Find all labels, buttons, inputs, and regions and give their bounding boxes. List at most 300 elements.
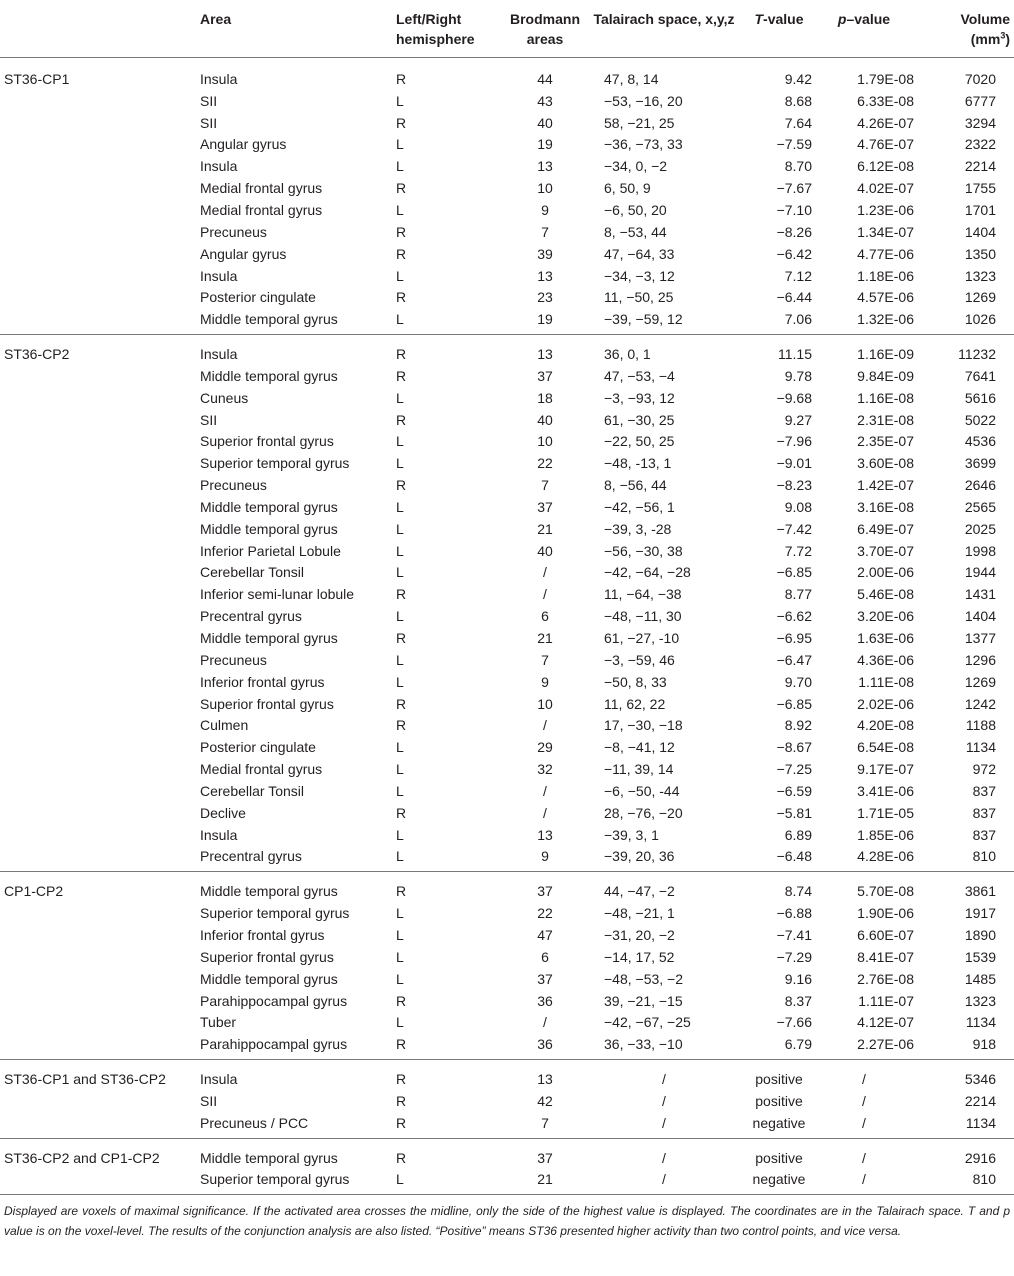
- cell-t-value: −7.29: [776, 948, 812, 965]
- table-row: [0, 308, 1014, 330]
- group-label-empty: [0, 780, 200, 802]
- cell-area: Middle temporal gyrus: [200, 367, 338, 384]
- cell-brodmann: /: [543, 717, 547, 734]
- cell-p-value: 3.70E-07: [857, 542, 914, 559]
- table-row: [0, 1011, 1014, 1033]
- cell-talairach: 44, −47, −2: [604, 883, 675, 900]
- table-row: [0, 155, 1014, 177]
- cell-t-value: positive: [755, 1092, 803, 1109]
- cell-volume: 5346: [964, 1071, 996, 1088]
- cell-p-value: 5.46E-08: [857, 586, 914, 603]
- cell-area: Inferior frontal gyrus: [200, 926, 325, 943]
- cell-hemisphere: R: [396, 804, 407, 821]
- cell-t-value: 11.15: [778, 346, 812, 363]
- cell-t-value: −8.26: [776, 223, 812, 240]
- cell-t-value: 9.42: [784, 70, 812, 87]
- cell-area: Middle temporal gyrus: [200, 498, 338, 515]
- cell-hemisphere: L: [396, 970, 404, 987]
- cell-t-value: −7.66: [776, 1014, 812, 1031]
- cell-brodmann: /: [543, 804, 547, 821]
- group-label-empty: [0, 474, 200, 496]
- header-group: [0, 0, 200, 58]
- table-row: [0, 1112, 1014, 1134]
- cell-p-value: 4.57E-06: [857, 289, 914, 306]
- cell-brodmann: 7: [541, 477, 549, 494]
- cell-area: Inferior Parietal Lobule: [200, 542, 341, 559]
- cell-p-value: 3.16E-08: [857, 498, 914, 515]
- cell-brodmann: /: [543, 1014, 547, 1031]
- cell-p-value: 4.76E-07: [857, 136, 914, 153]
- cell-t-value: −9.68: [776, 389, 812, 406]
- table-row: [0, 671, 1014, 693]
- cell-hemisphere: L: [396, 389, 404, 406]
- table-row: [0, 990, 1014, 1012]
- cell-talairach: 47, 8, 14: [604, 70, 659, 87]
- cell-brodmann: 10: [537, 180, 553, 197]
- cell-hemisphere: L: [396, 848, 404, 865]
- cell-volume: 1701: [964, 201, 996, 218]
- cell-p-value: /: [862, 1171, 866, 1188]
- cell-volume: 1269: [964, 289, 996, 306]
- cell-talairach: 6, 50, 9: [604, 180, 651, 197]
- header-hemisphere: Left/Right hemisphere: [396, 0, 506, 58]
- table-row: [0, 780, 1014, 802]
- cell-hemisphere: R: [396, 346, 407, 363]
- cell-hemisphere: L: [396, 782, 404, 799]
- cell-p-value: 6.54E-08: [857, 739, 914, 756]
- group-spacer: [0, 58, 1014, 69]
- cell-talairach: −42, −67, −25: [604, 1014, 691, 1031]
- cell-hemisphere: L: [396, 520, 404, 537]
- cell-hemisphere: L: [396, 1014, 404, 1031]
- cell-hemisphere: L: [396, 267, 404, 284]
- table-row: [0, 758, 1014, 780]
- table-row: [0, 1090, 1014, 1112]
- group-label-empty: [0, 112, 200, 134]
- group-label-empty: [0, 518, 200, 540]
- table-row: [0, 924, 1014, 946]
- cell-p-value: 2.35E-07: [857, 433, 914, 450]
- cell-volume: 7641: [964, 367, 996, 384]
- cell-area: Insula: [200, 1071, 238, 1088]
- cell-brodmann: 37: [537, 970, 553, 987]
- cell-volume: 1404: [964, 223, 996, 240]
- group-label: ST36-CP2: [4, 346, 70, 363]
- cell-area: Precentral gyrus: [200, 848, 302, 865]
- group-label-empty: [0, 134, 200, 156]
- cell-talairach: 8, −56, 44: [604, 477, 667, 494]
- cell-brodmann: 10: [537, 433, 553, 450]
- table-row: [0, 387, 1014, 409]
- cell-hemisphere: R: [396, 477, 407, 494]
- cell-brodmann: 13: [537, 1071, 553, 1088]
- cell-volume: 810: [972, 848, 996, 865]
- table-row: [0, 902, 1014, 924]
- table-row: [0, 714, 1014, 736]
- cell-t-value: 8.70: [784, 158, 812, 175]
- cell-volume: 1890: [964, 926, 996, 943]
- cell-talairach: 11, −50, 25: [604, 289, 674, 306]
- cell-brodmann: 43: [537, 92, 553, 109]
- cell-talairach: 39, −21, −15: [604, 992, 683, 1009]
- group-label-empty: [0, 1112, 200, 1134]
- table-row: [0, 452, 1014, 474]
- cell-hemisphere: L: [396, 608, 404, 625]
- cell-t-value: positive: [755, 1071, 803, 1088]
- cell-t-value: −6.59: [776, 782, 812, 799]
- group-label-empty: [0, 431, 200, 453]
- cell-area: SII: [200, 114, 218, 131]
- cell-brodmann: 40: [537, 542, 553, 559]
- cell-hemisphere: R: [396, 717, 407, 734]
- cell-hemisphere: R: [396, 367, 407, 384]
- cell-talairach: −3, −59, 46: [604, 651, 675, 668]
- cell-area: Middle temporal gyrus: [200, 970, 338, 987]
- cell-hemisphere: R: [396, 70, 407, 87]
- cell-volume: 11232: [958, 346, 996, 363]
- cell-area: Insula: [200, 70, 238, 87]
- cell-area: Middle temporal gyrus: [200, 1149, 338, 1166]
- cell-t-value: 7.12: [784, 267, 812, 284]
- cell-volume: 1485: [964, 970, 996, 987]
- cell-p-value: 9.17E-07: [857, 761, 914, 778]
- cell-brodmann: 19: [537, 311, 553, 328]
- cell-p-value: 6.12E-08: [857, 158, 914, 175]
- cell-brodmann: 7: [541, 651, 549, 668]
- group-label-empty: [0, 452, 200, 474]
- table-row: [0, 846, 1014, 868]
- header-area: Area: [200, 0, 396, 58]
- cell-area: Precuneus: [200, 651, 267, 668]
- cell-volume: 5616: [964, 389, 996, 406]
- cell-p-value: 1.90E-06: [857, 905, 914, 922]
- cell-hemisphere: R: [396, 114, 407, 131]
- cell-talairach: −50, 8, 33: [604, 673, 667, 690]
- cell-talairach: /: [662, 1171, 666, 1188]
- cell-p-value: 6.49E-07: [857, 520, 914, 537]
- group-label-empty: [0, 199, 200, 221]
- cell-hemisphere: L: [396, 311, 404, 328]
- group-label-empty: [0, 968, 200, 990]
- cell-talairach: −34, 0, −2: [604, 158, 668, 175]
- table-row: [0, 518, 1014, 540]
- cell-area: Superior frontal gyrus: [200, 948, 334, 965]
- cell-talairach: −56, −30, 38: [604, 542, 683, 559]
- cell-talairach: −36, −73, 33: [604, 136, 683, 153]
- table-row: [0, 243, 1014, 265]
- cell-talairach: −48, -13, 1: [604, 455, 672, 472]
- table-row: [0, 221, 1014, 243]
- cell-brodmann: 13: [537, 267, 553, 284]
- cell-talairach: /: [662, 1092, 666, 1109]
- cell-hemisphere: R: [396, 289, 407, 306]
- cell-area: Angular gyrus: [200, 245, 287, 262]
- cell-brodmann: 29: [537, 739, 553, 756]
- table-body: [0, 58, 1014, 1195]
- cell-hemisphere: R: [396, 223, 407, 240]
- group-label-empty: [0, 736, 200, 758]
- cell-area: Cerebellar Tonsil: [200, 564, 305, 581]
- cell-brodmann: 22: [537, 905, 553, 922]
- cell-volume: 837: [972, 804, 996, 821]
- cell-t-value: −9.01: [776, 455, 812, 472]
- cell-brodmann: 36: [537, 992, 553, 1009]
- cell-talairach: −3, −93, 12: [604, 389, 675, 406]
- cell-brodmann: /: [543, 564, 547, 581]
- cell-talairach: 28, −76, −20: [604, 804, 683, 821]
- cell-area: Precentral gyrus: [200, 608, 302, 625]
- cell-volume: 5022: [964, 411, 996, 428]
- cell-hemisphere: L: [396, 673, 404, 690]
- cell-t-value: 6.79: [784, 1036, 812, 1053]
- table-row: [0, 540, 1014, 562]
- cell-volume: 1269: [964, 673, 996, 690]
- cell-area: Medial frontal gyrus: [200, 761, 323, 778]
- cell-p-value: /: [862, 1071, 866, 1088]
- cell-area: Superior frontal gyrus: [200, 433, 334, 450]
- table-row: [0, 583, 1014, 605]
- group-label-empty: [0, 924, 200, 946]
- cell-volume: 1026: [964, 311, 996, 328]
- cell-brodmann: 13: [537, 158, 553, 175]
- cell-volume: 1539: [964, 948, 996, 965]
- cell-brodmann: 37: [537, 498, 553, 515]
- cell-area: Cerebellar Tonsil: [200, 782, 305, 799]
- cell-t-value: 9.16: [784, 970, 812, 987]
- cell-area: Middle temporal gyrus: [200, 883, 338, 900]
- cell-brodmann: 37: [537, 1149, 553, 1166]
- group-label-empty: [0, 627, 200, 649]
- cell-p-value: 1.16E-08: [857, 389, 914, 406]
- cell-area: Superior temporal gyrus: [200, 455, 350, 472]
- cell-area: Posterior cingulate: [200, 289, 316, 306]
- cell-brodmann: 21: [537, 630, 553, 647]
- cell-brodmann: 21: [537, 520, 553, 537]
- cell-area: SII: [200, 1092, 218, 1109]
- group-label-empty: [0, 286, 200, 308]
- cell-hemisphere: L: [396, 1171, 404, 1188]
- cell-area: Cuneus: [200, 389, 249, 406]
- cell-talairach: −39, 3, -28: [604, 520, 672, 537]
- cell-volume: 810: [972, 1171, 996, 1188]
- cell-hemisphere: L: [396, 739, 404, 756]
- cell-hemisphere: L: [396, 761, 404, 778]
- group-label-empty: [0, 990, 200, 1012]
- cell-talairach: −11, 39, 14: [604, 761, 674, 778]
- cell-volume: 1242: [964, 695, 996, 712]
- cell-talairach: /: [662, 1114, 666, 1131]
- cell-volume: 918: [972, 1036, 996, 1053]
- cell-hemisphere: R: [396, 1114, 407, 1131]
- cell-volume: 1431: [964, 586, 996, 603]
- cell-p-value: 3.20E-06: [857, 608, 914, 625]
- group-spacer: [0, 335, 1014, 344]
- cell-p-value: 1.85E-06: [857, 826, 914, 843]
- header-t-value: T-value: [744, 0, 814, 58]
- cell-hemisphere: R: [396, 1149, 407, 1166]
- cell-brodmann: 40: [537, 411, 553, 428]
- group-label-empty: [0, 605, 200, 627]
- cell-brodmann: 7: [541, 223, 549, 240]
- table-row: [0, 693, 1014, 715]
- cell-area: Precuneus: [200, 477, 267, 494]
- cell-t-value: 9.08: [784, 498, 812, 515]
- cell-volume: 1296: [964, 651, 996, 668]
- cell-area: SII: [200, 411, 218, 428]
- cell-t-value: negative: [752, 1114, 806, 1131]
- table-row: [0, 968, 1014, 990]
- cell-volume: 1944: [964, 564, 996, 581]
- cell-p-value: 4.36E-06: [857, 651, 914, 668]
- cell-area: Declive: [200, 804, 246, 821]
- group-label-empty: [0, 1011, 200, 1033]
- cell-t-value: negative: [752, 1171, 806, 1188]
- group-label: ST36-CP1 and ST36-CP2: [4, 1071, 166, 1088]
- cell-volume: 3294: [964, 114, 996, 131]
- table-row: [0, 627, 1014, 649]
- cell-volume: 1350: [964, 245, 996, 262]
- cell-brodmann: 6: [541, 948, 549, 965]
- cell-p-value: 9.84E-09: [857, 367, 914, 384]
- cell-brodmann: 21: [537, 1171, 553, 1188]
- cell-volume: 2916: [964, 1149, 996, 1166]
- cell-p-value: 1.42E-07: [857, 477, 914, 494]
- table-row: [0, 343, 1014, 365]
- cell-p-value: 8.41E-07: [857, 948, 914, 965]
- cell-volume: 1998: [964, 542, 996, 559]
- cell-brodmann: 22: [537, 455, 553, 472]
- cell-volume: 1134: [965, 739, 996, 756]
- table-row: [0, 1068, 1014, 1090]
- cell-brodmann: 37: [537, 367, 553, 384]
- cell-brodmann: 13: [537, 346, 553, 363]
- group-label-empty: [0, 671, 200, 693]
- cell-talairach: 47, −53, −4: [604, 367, 675, 384]
- cell-talairach: −6, 50, 20: [604, 201, 667, 218]
- cell-t-value: −7.10: [776, 201, 812, 218]
- cell-hemisphere: R: [396, 1036, 407, 1053]
- table-header: [0, 0, 1014, 58]
- group-label-empty: [0, 714, 200, 736]
- cell-volume: 1188: [965, 717, 996, 734]
- cell-p-value: 5.70E-08: [857, 883, 914, 900]
- cell-volume: 3861: [964, 883, 996, 900]
- cell-area: Middle temporal gyrus: [200, 630, 338, 647]
- cell-t-value: 7.06: [784, 311, 812, 328]
- cell-volume: 1323: [964, 267, 996, 284]
- cell-p-value: /: [862, 1114, 866, 1131]
- cell-volume: 1134: [965, 1014, 996, 1031]
- cell-t-value: 8.37: [784, 992, 812, 1009]
- cell-t-value: 7.64: [784, 114, 812, 131]
- cell-hemisphere: R: [396, 1092, 407, 1109]
- cell-volume: 2214: [964, 158, 996, 175]
- cell-area: Superior temporal gyrus: [200, 905, 350, 922]
- group-label-empty: [0, 583, 200, 605]
- cell-volume: 1134: [965, 1114, 996, 1131]
- table-row: [0, 365, 1014, 387]
- table-row: [0, 946, 1014, 968]
- cell-talairach: 8, −53, 44: [604, 223, 667, 240]
- group-label-empty: [0, 90, 200, 112]
- cell-t-value: −7.41: [776, 926, 812, 943]
- cell-hemisphere: L: [396, 948, 404, 965]
- table-row: [0, 1033, 1014, 1055]
- cell-talairach: −53, −16, 20: [604, 92, 683, 109]
- cell-t-value: −6.62: [776, 608, 812, 625]
- cell-volume: 1917: [964, 905, 996, 922]
- cell-volume: 4536: [964, 433, 996, 450]
- cell-area: Precuneus / PCC: [200, 1114, 309, 1131]
- cell-hemisphere: L: [396, 201, 404, 218]
- cell-hemisphere: R: [396, 586, 407, 603]
- cell-t-value: −8.23: [776, 477, 812, 494]
- cell-area: Precuneus: [200, 223, 267, 240]
- table-row: [0, 649, 1014, 671]
- cell-p-value: 4.28E-06: [857, 848, 914, 865]
- cell-area: Parahippocampal gyrus: [200, 992, 348, 1009]
- cell-p-value: 1.23E-06: [857, 201, 914, 218]
- cell-hemisphere: R: [396, 630, 407, 647]
- table-row: [0, 605, 1014, 627]
- cell-area: Insula: [200, 346, 238, 363]
- cell-talairach: 11, 62, 22: [604, 695, 666, 712]
- cell-p-value: /: [862, 1092, 866, 1109]
- cell-t-value: 8.77: [784, 586, 812, 603]
- cell-t-value: −6.44: [776, 289, 812, 306]
- cell-talairach: −48, −21, 1: [604, 905, 675, 922]
- table-row: [0, 431, 1014, 453]
- cell-talairach: 61, −30, 25: [604, 411, 675, 428]
- cell-brodmann: 9: [541, 848, 549, 865]
- cell-t-value: positive: [755, 1149, 803, 1166]
- table-row: [0, 134, 1014, 156]
- cell-t-value: 8.74: [784, 883, 812, 900]
- cell-p-value: 2.27E-06: [857, 1036, 914, 1053]
- cell-volume: 1755: [964, 180, 996, 197]
- cell-p-value: 1.79E-08: [857, 70, 914, 87]
- group-label-empty: [0, 758, 200, 780]
- group-spacer: [0, 1060, 1014, 1069]
- group-label-empty: [0, 1169, 200, 1191]
- cell-volume: 6777: [964, 92, 996, 109]
- cell-hemisphere: R: [396, 245, 407, 262]
- cell-talairach: −42, −56, 1: [604, 498, 675, 515]
- cell-t-value: −7.59: [776, 136, 812, 153]
- cell-brodmann: 23: [537, 289, 553, 306]
- header-volume: Volume $(mm^3)$: [914, 0, 1014, 58]
- cell-talairach: −39, −59, 12: [604, 311, 683, 328]
- cell-hemisphere: L: [396, 564, 404, 581]
- group-label-empty: [0, 693, 200, 715]
- cell-brodmann: 6: [541, 608, 549, 625]
- cell-p-value: 4.20E-08: [857, 717, 914, 734]
- cell-volume: 1404: [964, 608, 996, 625]
- cell-t-value: −6.47: [776, 651, 812, 668]
- cell-t-value: 9.78: [784, 367, 812, 384]
- table-row: [0, 474, 1014, 496]
- cell-brodmann: /: [543, 782, 547, 799]
- cell-p-value: 2.76E-08: [857, 970, 914, 987]
- cell-p-value: /: [862, 1149, 866, 1166]
- cell-area: Culmen: [200, 717, 249, 734]
- cell-talairach: −48, −53, −2: [604, 970, 684, 987]
- cell-p-value: 6.60E-07: [857, 926, 914, 943]
- group-label-empty: [0, 155, 200, 177]
- group-label-empty: [0, 1033, 200, 1055]
- cell-t-value: −5.81: [776, 804, 812, 821]
- cell-area: Posterior cingulate: [200, 739, 316, 756]
